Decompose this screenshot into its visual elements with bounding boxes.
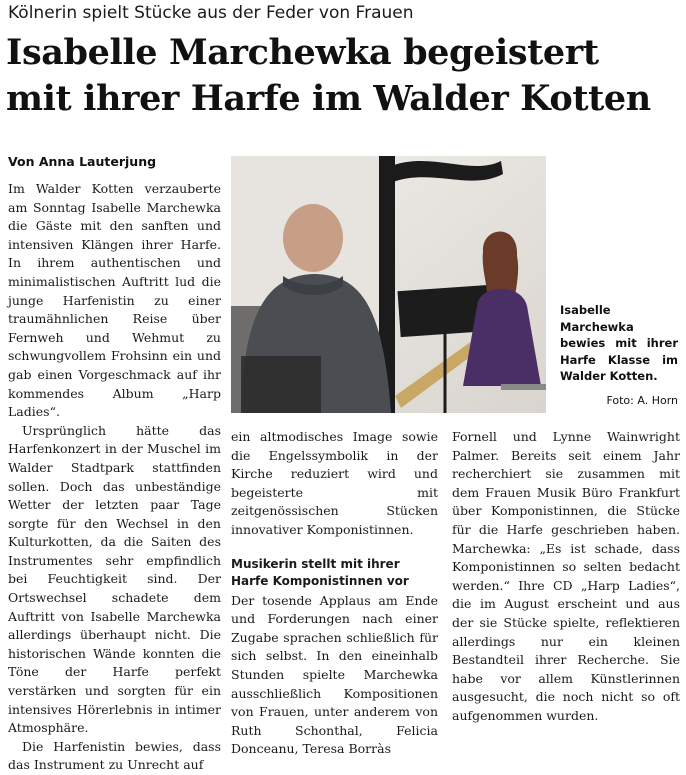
headline-line-1: Isabelle Marchewka begeistert <box>6 32 599 73</box>
photo-credit: Foto: A. Horn <box>606 394 678 407</box>
harpist-photo-illustration <box>231 156 546 413</box>
paragraph: Der tosende Applaus am Ende und Forderungen nach einer Zugabe sprachen schließlich für sich selbst. In den eineinhalb Stunden spielte Marchewka ausschließlich Kompositionen von Frauen, unter anderem von Ruth Schonthal, Felicia Donceanu, Teresa Borràs <box>231 592 438 757</box>
article-photo <box>231 156 546 413</box>
paragraph: ein altmodisches Image sowie die Engelssymbolik in der Kirche reduziert wird und begeisterte mit zeitgenössischen Stücken innovativer Komponistinnen. <box>231 429 438 537</box>
headline-line-2: mit ihrer Harfe im Walder Kotten <box>6 78 651 119</box>
article-headline <box>6 30 682 122</box>
section-subheading: Musikerin stellt mit ihrer Harfe Komponistinnen vor <box>231 556 409 588</box>
paragraph: Fornell und Lynne Wainwright Palmer. Bereits seit einem Jahr recherchiert sie zusammen mit dem Frauen Musik Büro Frankfurt über Komponistinnen, die Stücke für die Harfe geschrieben haben. Marchewka: „Es ist schade, dass Komponistinnen so selten bedacht werden.“ Ihre CD „Harp Ladies“, die im August erscheint und aus der sie Stücke spielte, reflektieren allerdings nur ein kleinen Bestandteil ihrer Recherche. Sie habe vor allem Künstlerinnen ausgesucht, die noch nicht so oft aufgenommen wurden. <box>452 429 680 723</box>
photo-caption: Isabelle Marchewka bewies mit ihrer Harfe Klasse im Walder Kotten. <box>560 303 678 383</box>
article-column-3 <box>452 428 680 726</box>
article-column-1 <box>8 180 221 775</box>
article-kicker: Kölnerin spielt Stücke aus der Feder von Frauen <box>8 3 414 23</box>
paragraph: Die Harfenistin bewies, dass das Instrument zu Unrecht auf <box>8 738 221 773</box>
article-column-2 <box>231 428 438 759</box>
paragraph: Im Walder Kotten verzauberte am Sonntag Isabelle Marchewka die Gäste mit den sanften und intensiven Klängen ihrer Harfe. In ihrem authentischen und minimalistischen Auftritt lud die junge Harfenistin zu einer traumähnlichen Reise über Fernweh und Wehmut zu schwungvollem Frohsinn ein und gab einen Vorgeschmack auf ihr kommendes Album „Harp Ladies“. <box>8 181 221 420</box>
byline: Von Anna Lauterjung <box>8 154 157 169</box>
paragraph: Ursprünglich hätte das Harfenkonzert in der Muschel im Walder Stadtpark stattfinden sollen. Doch das unbeständige Wetter der letzten paar Tage sorgte für den Wechsel in den Kulturkotten, da die Saiten des Instrumentes sehr empfindlich bei Feuchtigkeit sind. Der Ortswechsel schadete dem Auftritt von Isabelle Marchewka allerdings überhaupt nicht. Die historischen Wände konnten die Töne der Harfe perfekt verstärken und sorgten für ein intensives Hörerlebnis in intimer Atmosphäre. <box>8 422 221 736</box>
